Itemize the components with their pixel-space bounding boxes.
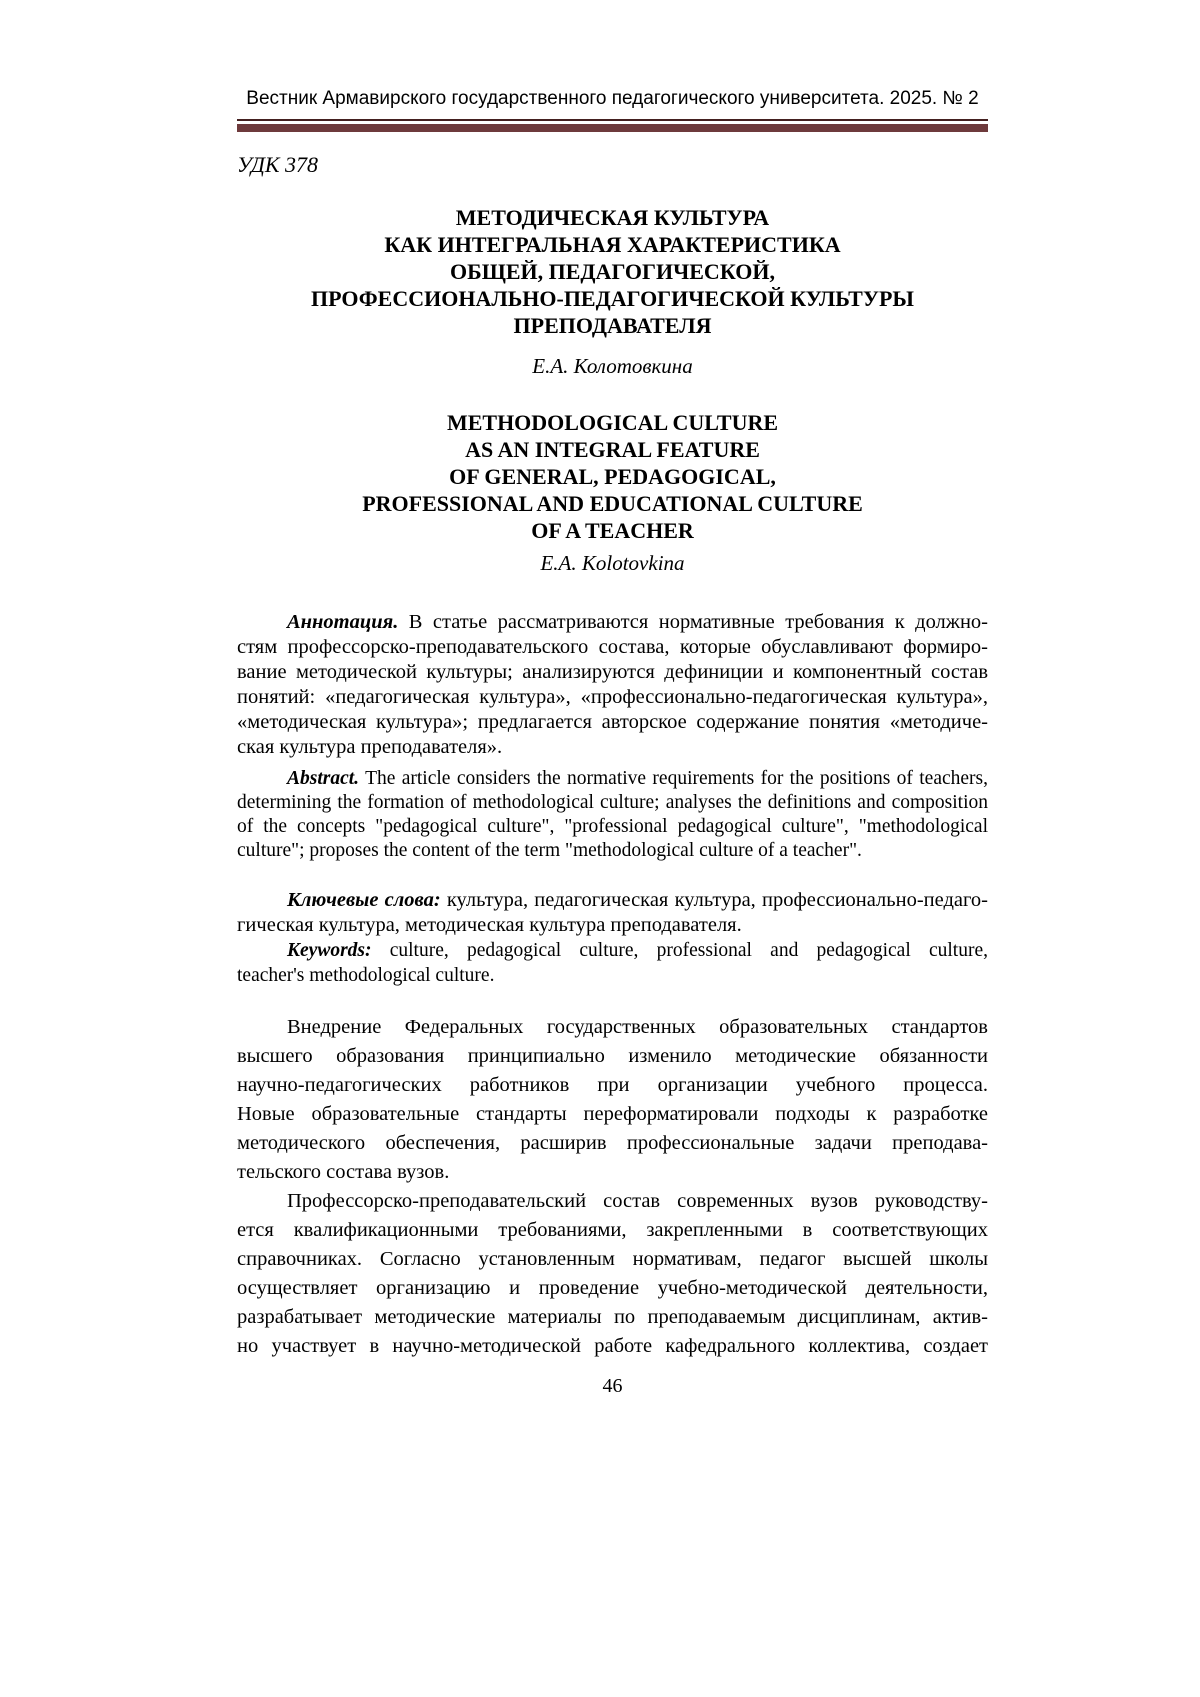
title-en-line: OF GENERAL, PEDAGOGICAL, [449,464,776,489]
author-ru: Е.А. Колотовкина [532,354,693,378]
paragraph-line: тельского состава вузов. [237,1161,450,1183]
paragraph-line: of the concepts "pedagogical culture", "professional pedagogical culture", "methodological [237,816,988,837]
paragraph-lead: Аннотация. [287,611,399,633]
title-ru-line: ПРОФЕССИОНАЛЬНО-ПЕДАГОГИЧЕСКОЙ КУЛЬТУРЫ [310,286,915,311]
paragraph [237,938,988,988]
paragraph-line: Профессорско-преподавательский состав современных вузов руководству- [287,1190,988,1212]
title-en-line: OF A TEACHER [531,518,694,543]
paragraph-line: но участвует в научно-методической работе кафедрального коллектива, создает [237,1335,988,1357]
paragraph-line: Аннотация. В статье рассматриваются нормативные требования к должно- [287,611,988,633]
paragraph-line: разрабатывает методические материалы по преподаваемым дисциплинам, актив- [237,1306,988,1328]
paragraph-lead: Abstract. [287,768,360,789]
content-column [237,0,988,1398]
journal-header-title: Вестник Армавирского государственного педагогического университета. 2025. № 2 [246,88,979,109]
title-en-line: PROFESSIONAL AND EDUCATIONAL CULTURE [362,491,863,516]
paragraph-lead: Ключевые слова: [287,889,441,911]
paragraph-line: гическая культура, методическая культура преподавателя. [237,914,742,936]
title-en-line: AS AN INTEGRAL FEATURE [465,437,760,462]
running-head [237,0,988,132]
paragraph-line: справочниках. Согласно установленным нормативам, педагог высшей школы [237,1248,988,1270]
paragraph-line: determining the formation of methodological culture; analyses the definitions and composition [237,792,988,813]
title-ru-line: МЕТОДИЧЕСКАЯ КУЛЬТУРА [455,205,770,230]
paragraph-line: Keywords: culture, pedagogical culture, professional and pedagogical culture, [287,940,988,961]
paragraph-line: методического обеспечения, расширив профессиональные задачи преподава- [237,1132,988,1154]
article-title-en [237,409,988,544]
article-title-ru [237,204,988,339]
paragraph-line: осуществляет организацию и проведение учебно-методической деятельности, [237,1277,988,1299]
paragraph-line: ская культура преподавателя». [237,736,503,758]
article-body [237,610,988,1361]
paragraph [237,767,988,863]
paragraph-line: ется квалификационными требованиями, закрепленными в соответствующих [237,1219,988,1241]
paragraph-line: teacher's methodological culture. [237,965,495,986]
paragraph [237,1013,988,1187]
paragraph-line: стям профессорско-преподавательского состава, которые обуславливают формиро- [237,636,988,658]
page-number: 46 [602,1375,623,1397]
paragraph-line: научно-педагогических работников при организации учебного процесса. [237,1074,988,1096]
paragraph-line: «методическая культура»; предлагается авторское содержание понятия «методиче- [237,711,988,733]
paragraph-line: Новые образовательные стандарты переформатировали подходы к разработке [237,1103,988,1125]
header-rule-thick [237,124,988,132]
paragraph [237,610,988,760]
paragraph [237,1187,988,1361]
author-en: E.A. Kolotovkina [540,551,685,575]
paragraph-line: понятий: «педагогическая культура», «профессионально-педагогическая культура», [237,686,988,708]
paragraph-line: culture"; proposes the content of the term "methodological culture of a teacher". [237,840,862,861]
paragraph-line: Ключевые слова: культура, педагогическая культура, профессионально-педаго- [287,889,988,911]
paragraph-line: высшего образования принципиально изменило методические обязанности [237,1045,988,1067]
title-ru-line: ПРЕПОДАВАТЕЛЯ [513,313,712,338]
paragraph-lead: Keywords: [287,940,372,961]
title-ru-line: ОБЩЕЙ, ПЕДАГОГИЧЕСКОЙ, [450,259,775,284]
paragraph-line: Внедрение Федеральных государственных образовательных стандартов [287,1016,988,1038]
paragraph [237,888,988,938]
udc-code: УДК 378 [237,152,319,177]
title-ru-line: КАК ИНТЕГРАЛЬНАЯ ХАРАКТЕРИСТИКА [384,232,841,257]
header-rule-thin [237,119,988,121]
paragraph-line: Abstract. The article considers the normative requirements for the positions of teachers, [287,768,988,789]
paragraph-line: вание методической культуры; анализируются дефиниции и компонентный состав [237,661,988,683]
title-en-line: METHODOLOGICAL CULTURE [446,410,779,435]
